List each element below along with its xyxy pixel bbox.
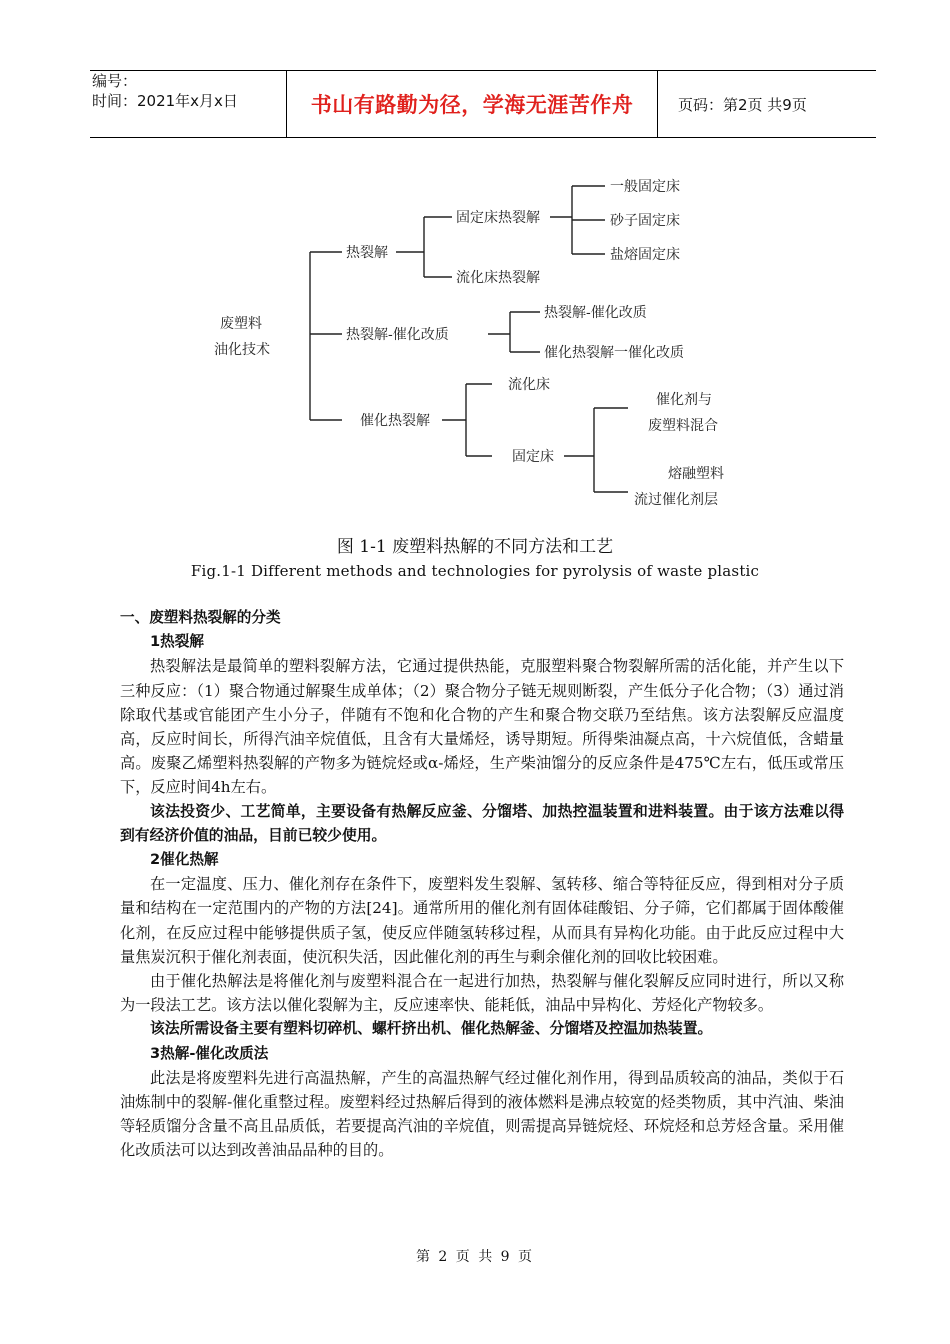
page-header: [90, 70, 876, 138]
page-info-text: 页码：第2页 共9页: [678, 95, 807, 114]
leaf-sand-fixed-bed: 砂子固定床: [610, 213, 680, 229]
header-motto: 书山有路勤为径，学海无涯苦作舟: [310, 93, 634, 117]
header-page-info: [668, 71, 876, 137]
root-label-2: 油化技术: [214, 342, 270, 358]
page-footer: 第 2 页 共 9 页: [415, 1249, 535, 1265]
leaf-molten-2: 流过催化剂层: [634, 492, 718, 508]
paragraph-bold: 该法投资少、工艺简单，主要设备有热解反应釜、分馏塔、加热控温装置和进料装置。由于该方法难以得到有经济价值的油品，目前已较少使用。: [120, 802, 844, 844]
paragraph: 此法是将废塑料先进行高温热解，产生的高温热解气经过催化剂作用，得到品质较高的油品，类似于石油炼制中的裂解-催化重整过程。废塑料经过热解后得到的液体燃料是沸点较宽的烃类物质，其中汽油、柴油等轻质馏分含量不高且品质低，若要提高汽油的辛烷值，则需提高异链烷烃、环烷烃和总芳烃含量。采用催化改质法可以达到改善油品品种的目的。: [120, 1068, 844, 1160]
figure-diagram: [210, 172, 760, 517]
tree-diagram: [210, 172, 760, 517]
figure-caption-cn: 图 1-1 废塑料热解的不同方法和工艺: [336, 537, 614, 557]
leaf-thermal-catalytic: 热裂解-催化改质: [544, 305, 647, 321]
subsection-title: 3热解-催化改质法: [150, 1044, 269, 1062]
leaf-catalyst-mix-2: 废塑料混合: [648, 418, 718, 434]
branch-thermal: 热裂解: [346, 245, 388, 261]
node-fluidized-bed: 流化床: [508, 377, 550, 393]
branch-catalytic: 催化热裂解: [360, 413, 430, 429]
leaf-catalyst-mix-1: 催化剂与: [656, 392, 712, 408]
paragraph: 热裂解法是最简单的塑料裂解方法，它通过提供热能，克服塑料聚合物裂解所需的活化能，并产生以下三种反应：（1）聚合物通过解聚生成单体；（2）聚合物分子链无规则断裂，产生低分子化合物；（3）通过消除取代基或官能团产生小分子，伴随有不饱和化合物的产生和聚合物交联乃至结焦。该方法裂解反应温度高，反应时间长，所得汽油辛烷值低，且含有大量烯烃，诱导期短。所得柴油凝点高，十六烷值低，含蜡量高。废聚乙烯塑料热裂解的产物多为链烷烃或α-烯烃，生产柴油馏分的反应条件是475℃左右，低压或常压下，反应时间4h左右。: [120, 657, 844, 797]
root-label-1: 废塑料: [220, 316, 262, 332]
figure-caption-en: Fig.1-1 Different methods and technologies for pyrolysis of waste plastic: [190, 562, 760, 580]
header-meta: [90, 71, 286, 137]
leaf-molten-1: 熔融塑料: [668, 466, 724, 482]
branch-thermal-catalytic: 热裂解-催化改质: [346, 327, 449, 343]
leaf-salt-fixed-bed: 盐熔固定床: [610, 247, 680, 263]
subsection-title: 1热裂解: [150, 633, 204, 651]
paragraph: 由于催化热解法是将催化剂与废塑料混合在一起进行加热，热裂解与催化裂解反应同时进行，所以又称为一段法工艺。该方法以催化裂解为主，反应速率快、能耗低，油品中异构化、芳烃化产物较多。: [120, 972, 844, 1015]
node-fluidized-thermal: 流化床热裂解: [456, 270, 540, 286]
number-label: 编号：: [92, 72, 138, 90]
paragraph: 在一定温度、压力、催化剂存在条件下，废塑料发生裂解、氢转移、缩合等特征反应，得到相对分子质量和结构在一定范围内的产物的方法[24]。通常所用的催化剂有固体硅酸铝、分子筛，它们都属于固体酸催化剂，在反应过程中能够提供质子氢，使反应伴随氢转移过程，从而具有异构化功能。由于此反应过程中大量焦炭沉积于催化剂表面，使沉积失活，因此催化剂的再生与剩余催化剂的回收比较困难。: [120, 875, 844, 966]
subsection-title: 2催化热解: [150, 851, 219, 869]
body-content: [120, 606, 844, 1163]
paragraph-bold: 该法所需设备主要有塑料切碎机、螺杆挤出机、催化热解釜、分馏塔及控温加热装置。: [150, 1020, 713, 1038]
header-divider: [657, 71, 658, 137]
leaf-general-fixed-bed: 一般固定床: [610, 179, 680, 195]
leaf-catalytic-thermal-catalytic: 催化热裂解一催化改质: [544, 345, 684, 361]
node-fixed-bed: 固定床: [512, 449, 554, 465]
node-fixed-bed-thermal: 固定床热裂解: [456, 210, 540, 226]
section-title: 一、废塑料热裂解的分类: [120, 609, 281, 626]
time-label: 时间：2021年x月x日: [92, 92, 238, 110]
